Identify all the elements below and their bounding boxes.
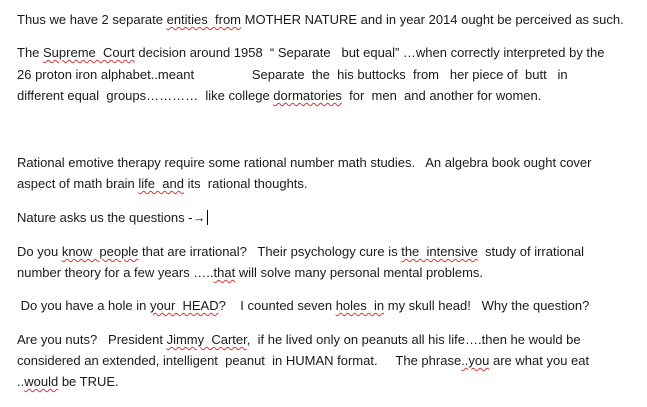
text-run: are what you eat	[489, 353, 590, 368]
text-line	[17, 265, 483, 281]
spellcheck-flagged-text: know people	[61, 244, 139, 259]
text-run: Nature asks us the questions -→	[17, 210, 206, 225]
text-run: ? I counted seven	[218, 298, 336, 313]
text-run: , if he lived only on peanuts all his life….then he would be	[246, 332, 581, 347]
text-line	[17, 88, 541, 104]
text-line	[17, 298, 589, 314]
spellcheck-flagged-text: life and	[138, 176, 184, 191]
text-run: Rational emotive therapy require some rational number math studies. An algebra book ought cover	[17, 155, 592, 170]
spellcheck-flagged-text: Jimmy Carter	[166, 332, 247, 347]
text-run: for men and another for women.	[341, 88, 542, 103]
text-run: different equal groups………… like college	[17, 88, 274, 103]
spellcheck-flagged-text: would	[24, 374, 59, 389]
text-run: Are you nuts? President	[17, 332, 167, 347]
text-line	[17, 155, 592, 171]
text-run: Do you have a hole in	[17, 298, 150, 313]
text-run: 26 proton iron alphabet..meant Separate the his buttocks from her piece of butt in	[17, 67, 568, 82]
text-line	[17, 332, 581, 348]
spellcheck-flagged-text: the intensive	[401, 244, 478, 259]
text-line	[17, 176, 308, 192]
spellcheck-flagged-text: that	[213, 265, 236, 280]
text-run: number theory for a few years …..	[17, 265, 214, 280]
text-run: that are irrational? Their psychology cure is	[138, 244, 402, 259]
text-line	[17, 45, 605, 61]
spellcheck-flagged-text: entities from	[166, 12, 242, 27]
text-line	[17, 374, 119, 390]
text-line	[17, 210, 208, 226]
spellcheck-flagged-text: ..you	[461, 353, 490, 368]
text-run: Thus we have 2 separate	[17, 12, 167, 27]
text-run: MOTHER NATURE and in year 2014 ought be perceived as such.	[241, 12, 624, 27]
spellcheck-flagged-text: holes in	[335, 298, 385, 313]
text-run: decision around 1958 “ Separate but equal” …when correctly interpreted by the	[134, 45, 605, 60]
text-run: my skull head! Why the question?	[384, 298, 590, 313]
text-run: considered an extended, intelligent peanut in HUMAN format. The phrase	[17, 353, 462, 368]
text-line	[17, 353, 589, 369]
text-run: its rational thoughts.	[183, 176, 308, 191]
text-run: will solve many personal mental problems.	[235, 265, 484, 280]
text-run: study of irrational	[477, 244, 585, 259]
text-line	[17, 244, 584, 260]
text-run: be TRUE.	[58, 374, 119, 389]
spellcheck-flagged-text: your HEAD	[149, 298, 219, 313]
text-run: ..	[17, 374, 25, 389]
spellcheck-flagged-text: Supreme Court	[43, 45, 135, 60]
text-run: aspect of math brain	[17, 176, 139, 191]
text-line	[17, 12, 624, 28]
text-cursor	[207, 210, 208, 225]
text-run: Do you	[17, 244, 62, 259]
text-run: The	[17, 45, 44, 60]
text-line	[17, 67, 568, 83]
spellcheck-flagged-text: dormatories	[273, 88, 342, 103]
